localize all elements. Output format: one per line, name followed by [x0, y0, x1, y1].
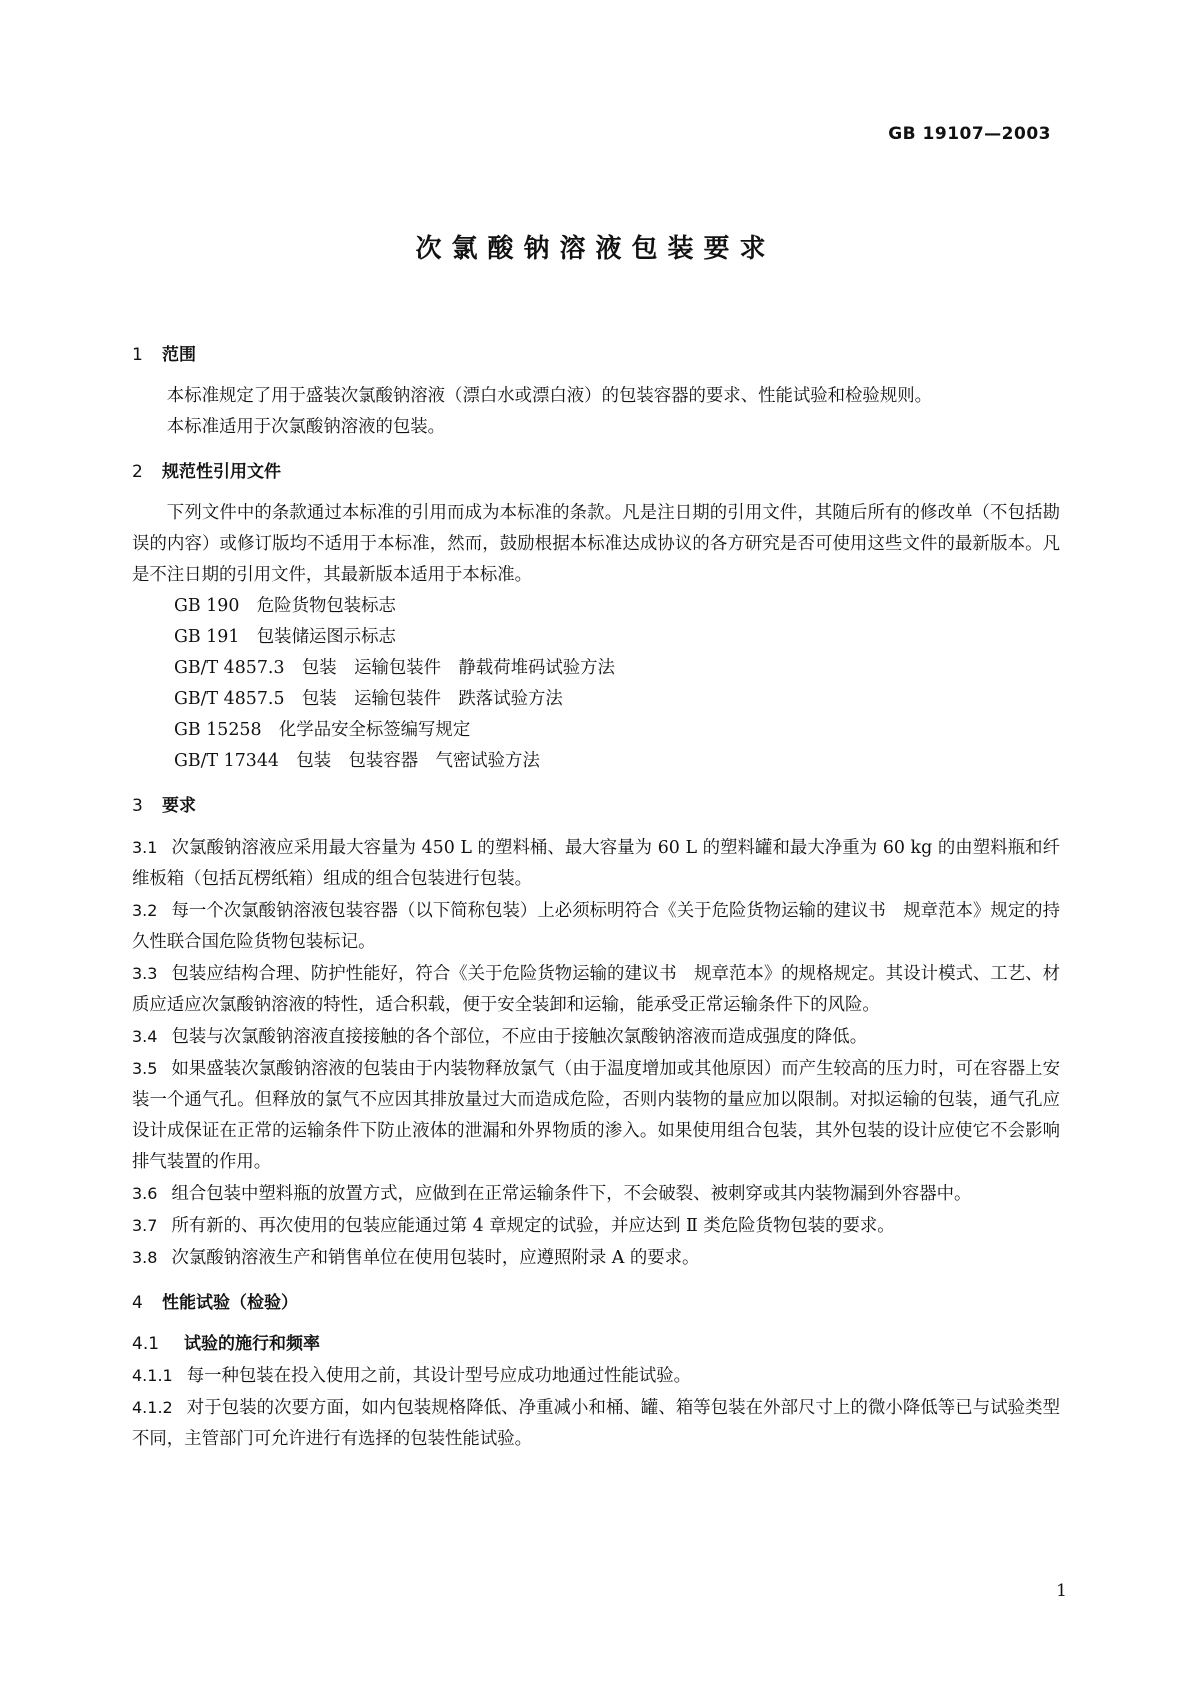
clause	[132, 1242, 1060, 1274]
clause-number: 3.7	[132, 1216, 158, 1235]
section-4-heading	[132, 1288, 1060, 1319]
clause-number: 3.4	[132, 1027, 158, 1046]
clause-text: 组合包装中塑料瓶的放置方式，应做到在正常运输条件下，不会破裂、被刺穿或其内装物漏到外容器中。	[171, 1184, 972, 1204]
subsection-4-1-heading	[132, 1329, 1060, 1360]
section-title: 性能试验（检验）	[162, 1293, 298, 1313]
clause-number: 3.5	[132, 1059, 158, 1078]
page-number: 1	[1056, 1581, 1067, 1601]
section-title: 范围	[162, 345, 196, 365]
clause-text: 每一种包装在投入使用之前，其设计型号应成功地通过性能试验。	[186, 1366, 692, 1386]
subsection-title: 试验的施行和频率	[184, 1334, 320, 1354]
clause	[132, 1392, 1060, 1455]
clause-number: 3.1	[132, 838, 158, 857]
reference-item: GB 15258 化学品安全标签编写规定	[174, 720, 471, 740]
subsection-number: 4.1	[132, 1334, 160, 1354]
paragraph: 下列文件中的条款通过本标准的引用而成为本标准的条款。凡是注日期的引用文件，其随后所有的修改单（不包括勘误的内容）或修订版均不适用于本标准，然而，鼓励根据本标准达成协议的各方研究是否可使用这些文件的最新版本。凡是不注日期的引用文件，其最新版本适用于本标准。	[132, 503, 1060, 585]
clause-text: 包装应结构合理、防护性能好，符合《关于危险货物运输的建议书 规章范本》的规格规定。其设计模式、工艺、材质应适应次氯酸钠溶液的特性，适合积载，便于安全装卸和运输，能承受正常运输条件下的风险。	[132, 964, 1060, 1015]
clause	[132, 1021, 1060, 1053]
section-title: 要求	[162, 796, 196, 816]
clause-text: 次氯酸钠溶液生产和销售单位在使用包装时，应遵照附录 A 的要求。	[171, 1248, 700, 1268]
section-number: 4	[132, 1293, 143, 1313]
paragraph: 本标准适用于次氯酸钠溶液的包装。	[166, 417, 446, 437]
clause-number: 3.3	[132, 964, 158, 983]
standard-code: GB 19107—2003	[888, 124, 1051, 144]
section-title: 规范性引用文件	[162, 462, 281, 482]
section-number: 2	[132, 462, 143, 482]
reference-item: GB/T 4857.5 包装 运输包装件 跌落试验方法	[174, 689, 563, 709]
clause	[132, 895, 1060, 958]
clause-text: 所有新的、再次使用的包装应能通过第 4 章规定的试验，并应达到 Ⅱ 类危险货物包装的要求。	[171, 1216, 895, 1236]
section-number: 1	[132, 345, 143, 365]
paragraph: 本标准规定了用于盛装次氯酸钠溶液（漂白水或漂白液）的包装容器的要求、性能试验和检验规则。	[166, 386, 932, 406]
clause	[132, 1053, 1060, 1178]
clause-number: 3.8	[132, 1248, 158, 1267]
section-1-heading	[132, 340, 1060, 371]
clause-text: 如果盛装次氯酸钠溶液的包装由于内装物释放氯气（由于温度增加或其他原因）而产生较高的压力时，可在容器上安装一个通气孔。但释放的氯气不应因其排放量过大而造成危险，否则内装物的量应加以限制。对拟运输的包装，通气孔应设计成保证在正常的运输条件下防止液体的泄漏和外界物质的渗入。如果使用组合包装，其外包装的设计应使它不会影响排气装置的作用。	[132, 1059, 1060, 1172]
clause-number: 4.1.1	[132, 1366, 173, 1385]
clause-number: 3.2	[132, 901, 158, 920]
clause	[132, 832, 1060, 895]
clause-text: 次氯酸钠溶液应采用最大容量为 450 L 的塑料桶、最大容量为 60 L 的塑料罐和最大净重为 60 kg 的由塑料瓶和纤维板箱（包括瓦楞纸箱）组成的组合包装进行包装。	[132, 838, 1060, 889]
reference-item: GB 190 危险货物包装标志	[174, 596, 396, 616]
reference-item: GB/T 17344 包装 包装容器 气密试验方法	[174, 751, 540, 771]
section-3-heading	[132, 791, 1060, 822]
clause	[132, 1210, 1060, 1242]
clause-text: 对于包装的次要方面，如内包装规格降低、净重减小和桶、罐、箱等包装在外部尺寸上的微小降低等已与试验类型不同，主管部门可允许进行有选择的包装性能试验。	[132, 1398, 1060, 1449]
clause-text: 每一个次氯酸钠溶液包装容器（以下简称包装）上必须标明符合《关于危险货物运输的建议书 规章范本》规定的持久性联合国危险货物包装标记。	[132, 901, 1060, 952]
section-number: 3	[132, 796, 143, 816]
clause	[132, 1360, 1060, 1392]
clause	[132, 958, 1060, 1021]
clause-text: 包装与次氯酸钠溶液直接接触的各个部位，不应由于接触次氯酸钠溶液而造成强度的降低。	[171, 1027, 868, 1047]
clause-number: 3.6	[132, 1184, 158, 1203]
reference-item: GB/T 4857.3 包装 运输包装件 静载荷堆码试验方法	[174, 658, 615, 678]
document-title: 次氯酸钠溶液包装要求	[415, 234, 776, 264]
reference-item: GB 191 包装储运图示标志	[174, 627, 396, 647]
section-2-heading	[132, 457, 1060, 488]
clause-number: 4.1.2	[132, 1398, 173, 1417]
document-body	[132, 326, 1060, 1455]
clause	[132, 1178, 1060, 1210]
